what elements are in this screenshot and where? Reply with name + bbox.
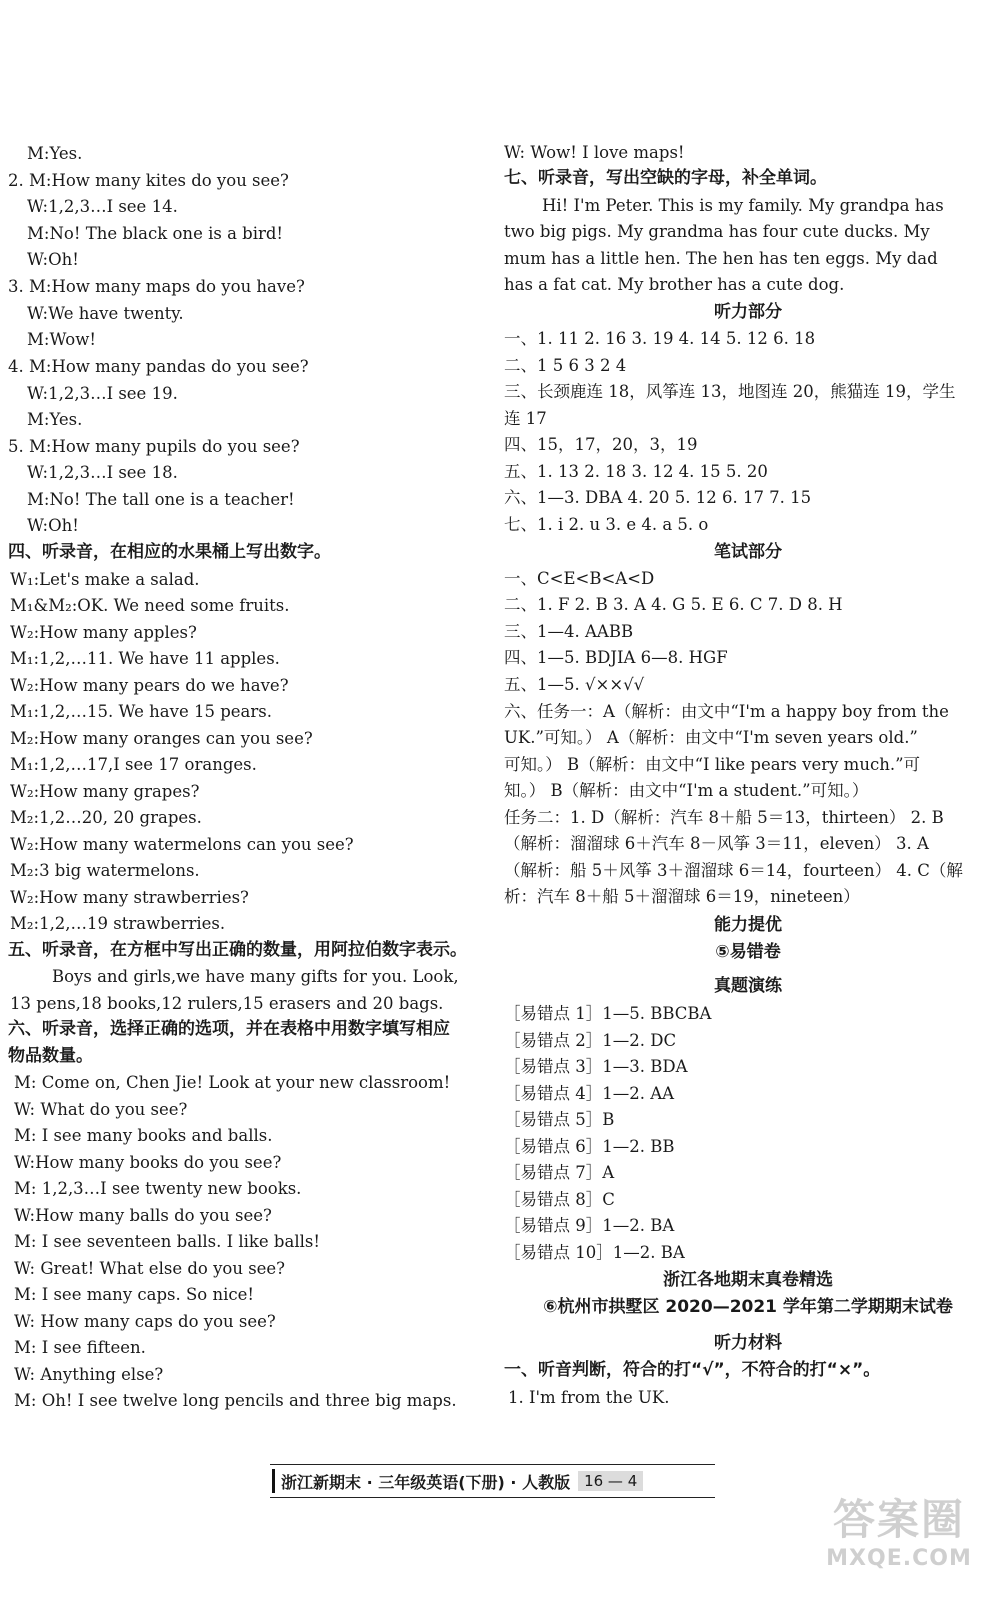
dialogue-line: W₂:How many strawberries?: [10, 888, 249, 907]
answer-line: 六、1—3. DBA 4. 20 5. 12 6. 17 7. 15: [504, 488, 812, 507]
answer-line: （解析：船 5＋风筝 3＋溜溜球 6＝14，fourteen） 4. C（解: [504, 861, 963, 880]
passage-line: has a fat cat. My brother has a cute dog.: [504, 275, 845, 294]
dialogue-line: W₂:How many grapes?: [10, 782, 200, 801]
dialogue-line: M: I see many books and balls.: [14, 1126, 273, 1145]
section-title: 能力提优: [714, 915, 782, 935]
answer-line: 1. I'm from the UK.: [508, 1388, 670, 1407]
section-heading: 一、听音判断，符合的打“√”，不符合的打“×”。: [504, 1360, 881, 1380]
dialogue-line: M: I see fifteen.: [14, 1338, 146, 1357]
answer-part-title: 听力部分: [714, 302, 782, 322]
dialogue-line: W:Oh!: [27, 250, 79, 269]
section-heading: 七、听录音，写出空缺的字母，补全单词。: [504, 168, 827, 188]
answer-line: ［易错点 5］B: [504, 1110, 615, 1129]
answer-line: 三、长颈鹿连 18，风筝连 13，地图连 20，熊猫连 19，学生: [504, 382, 956, 401]
answer-part-title: 笔试部分: [714, 542, 782, 562]
section-title: 浙江各地期末真卷精选: [663, 1270, 833, 1290]
dialogue-line: W:How many balls do you see?: [14, 1206, 272, 1225]
dialogue-line: W:1,2,3…I see 14.: [27, 197, 178, 216]
answer-line: 可知。） B（解析：由文中“I like pears very much.”可: [504, 755, 921, 774]
answer-line: 二、1 5 6 3 2 4: [504, 356, 627, 375]
watermark-text: 答案圈: [832, 1495, 965, 1544]
section-heading: 五、听录音，在方框中写出正确的数量，用阿拉伯数字表示。: [8, 940, 467, 960]
watermark-logo: [824, 1494, 974, 1586]
page-footer: [270, 1464, 715, 1498]
section-heading: 六、听录音，选择正确的选项，并在表格中用数字填写相应: [8, 1019, 450, 1039]
answer-line: ［易错点 9］1—2. BA: [504, 1216, 675, 1235]
answer-line: 一、C<E<B<A<D: [504, 569, 655, 588]
passage-line: 13 pens,18 books,12 rulers,15 erasers and 20 bags.: [10, 994, 444, 1013]
dialogue-line: M₂:3 big watermelons.: [10, 861, 200, 880]
dialogue-line: M₁:1,2,…17,I see 17 oranges.: [10, 755, 257, 774]
dialogue-line: M: I see seventeen balls. I like balls!: [14, 1232, 320, 1251]
answer-line: 一、1. 11 2. 16 3. 19 4. 14 5. 12 6. 18: [504, 329, 816, 348]
dialogue-line: W:We have twenty.: [27, 304, 184, 323]
dialogue-line: W₂:How many pears do we have?: [10, 676, 289, 695]
answer-line: 五、1—5. √××√√: [504, 675, 645, 694]
dialogue-line: M:No! The black one is a bird!: [27, 224, 284, 243]
dialogue-line: W: Great! What else do you see?: [14, 1259, 286, 1278]
dialogue-line: M: 1,2,3…I see twenty new books.: [14, 1179, 302, 1198]
answer-line: 五、1. 13 2. 18 3. 12 4. 15 5. 20: [504, 462, 768, 481]
dialogue-line: W₁:Let's make a salad.: [10, 570, 200, 589]
section-title: 听力材料: [714, 1333, 782, 1353]
dialogue-line: W: Anything else?: [14, 1365, 164, 1384]
answer-line: ［易错点 2］1—2. DC: [504, 1031, 677, 1050]
page-number: 16 — 4: [578, 1471, 643, 1491]
answer-line: 连 17: [504, 409, 547, 428]
dialogue-line: M: Oh! I see twelve long pencils and three big maps.: [14, 1391, 457, 1410]
dialogue-item: 2. M:How many kites do you see?: [8, 171, 289, 190]
answer-line: （解析：溜溜球 6＋汽车 8－风筝 3＝11，eleven） 3. A: [504, 834, 929, 853]
exam-title: ⑥杭州市拱墅区 2020—2021 学年第二学期期末试卷: [543, 1297, 953, 1317]
answer-line: ［易错点 6］1—2. BB: [504, 1137, 675, 1156]
answer-line: ［易错点 4］1—2. AA: [504, 1084, 675, 1103]
dialogue-line: W: Wow! I love maps!: [504, 143, 685, 162]
answer-line: 四、1—5. BDJIA 6—8. HGF: [504, 648, 728, 667]
dialogue-line: W: How many caps do you see?: [14, 1312, 276, 1331]
answer-line: ［易错点 8］C: [504, 1190, 615, 1209]
answer-line: ［易错点 1］1—5. BBCBA: [504, 1004, 712, 1023]
dialogue-line: M₁:1,2,…15. We have 15 pears.: [10, 702, 272, 721]
dialogue-item: 5. M:How many pupils do you see?: [8, 437, 300, 456]
dialogue-line: M₂:1,2,…19 strawberries.: [10, 914, 226, 933]
section-heading: 四、听录音，在相应的水果桶上写出数字。: [8, 542, 331, 562]
answer-line: ［易错点 3］1—3. BDA: [504, 1057, 688, 1076]
dialogue-item: 3. M:How many maps do you have?: [8, 277, 305, 296]
dialogue-line: M: I see many caps. So nice!: [14, 1285, 254, 1304]
dialogue-line: M:No! The tall one is a teacher!: [27, 490, 295, 509]
answer-line: 四、15，17，20，3，19: [504, 435, 698, 454]
dialogue-line: W: What do you see?: [14, 1100, 188, 1119]
answer-line: 任务二：1. D（解析：汽车 8＋船 5＝13，thirteen） 2. B: [504, 808, 944, 827]
dialogue-line: W:Oh!: [27, 516, 79, 535]
answer-line: 析：汽车 8＋船 5＋溜溜球 6＝19，nineteen）: [504, 887, 860, 906]
passage-line: Boys and girls,we have many gifts for you. Look,: [52, 967, 459, 986]
answer-line: 七、1. i 2. u 3. e 4. a 5. o: [504, 515, 709, 534]
dialogue-line: M:Yes.: [27, 144, 83, 163]
dialogue-line: W:1,2,3…I see 19.: [27, 384, 178, 403]
dialogue-line: M₂:1,2…20, 20 grapes.: [10, 808, 202, 827]
passage-line: two big pigs. My grandma has four cute ducks. My: [504, 222, 930, 241]
dialogue-line: M₁:1,2,…11. We have 11 apples.: [10, 649, 280, 668]
footer-title: 浙江新期末 · 三年级英语(下册) · 人教版: [281, 1472, 571, 1492]
dialogue-line: M: Come on, Chen Jie! Look at your new classroom!: [14, 1073, 451, 1092]
dialogue-line: W:1,2,3…I see 18.: [27, 463, 178, 482]
dialogue-line: M₁&M₂:OK. We need some fruits.: [10, 596, 290, 615]
dialogue-line: M:Yes.: [27, 410, 83, 429]
answer-line: ［易错点 10］1—2. BA: [504, 1243, 685, 1262]
answer-line: 知。） B（解析：由文中“I'm a student.”可知。）: [504, 781, 869, 800]
dialogue-line: W₂:How many watermelons can you see?: [10, 835, 354, 854]
passage-line: Hi! I'm Peter. This is my family. My grandpa has: [542, 196, 944, 215]
answer-line: 六、任务一：A（解析：由文中“I'm a happy boy from the: [504, 702, 949, 721]
section-heading-cont: 物品数量。: [8, 1046, 93, 1066]
dialogue-line: M:Wow!: [27, 330, 96, 349]
footer-bar: [272, 1469, 275, 1493]
dialogue-item: 4. M:How many pandas do you see?: [8, 357, 309, 376]
section-title: ⑤易错卷: [715, 942, 781, 962]
dialogue-line: W₂:How many apples?: [10, 623, 197, 642]
passage-line: mum has a little hen. The hen has ten eggs. My dad: [504, 249, 938, 268]
answer-line: ［易错点 7］A: [504, 1163, 615, 1182]
watermark-url: MXQE.COM: [826, 1546, 972, 1571]
dialogue-line: W:How many books do you see?: [14, 1153, 282, 1172]
dialogue-line: M₂:How many oranges can you see?: [10, 729, 313, 748]
answer-line: 三、1—4. AABB: [504, 622, 634, 641]
answer-line: 二、1. F 2. B 3. A 4. G 5. E 6. C 7. D 8. H: [504, 595, 843, 614]
answer-line: UK.”可知。） A（解析：由文中“I'm seven years old.”: [504, 728, 918, 747]
section-title: 真题演练: [714, 976, 782, 996]
